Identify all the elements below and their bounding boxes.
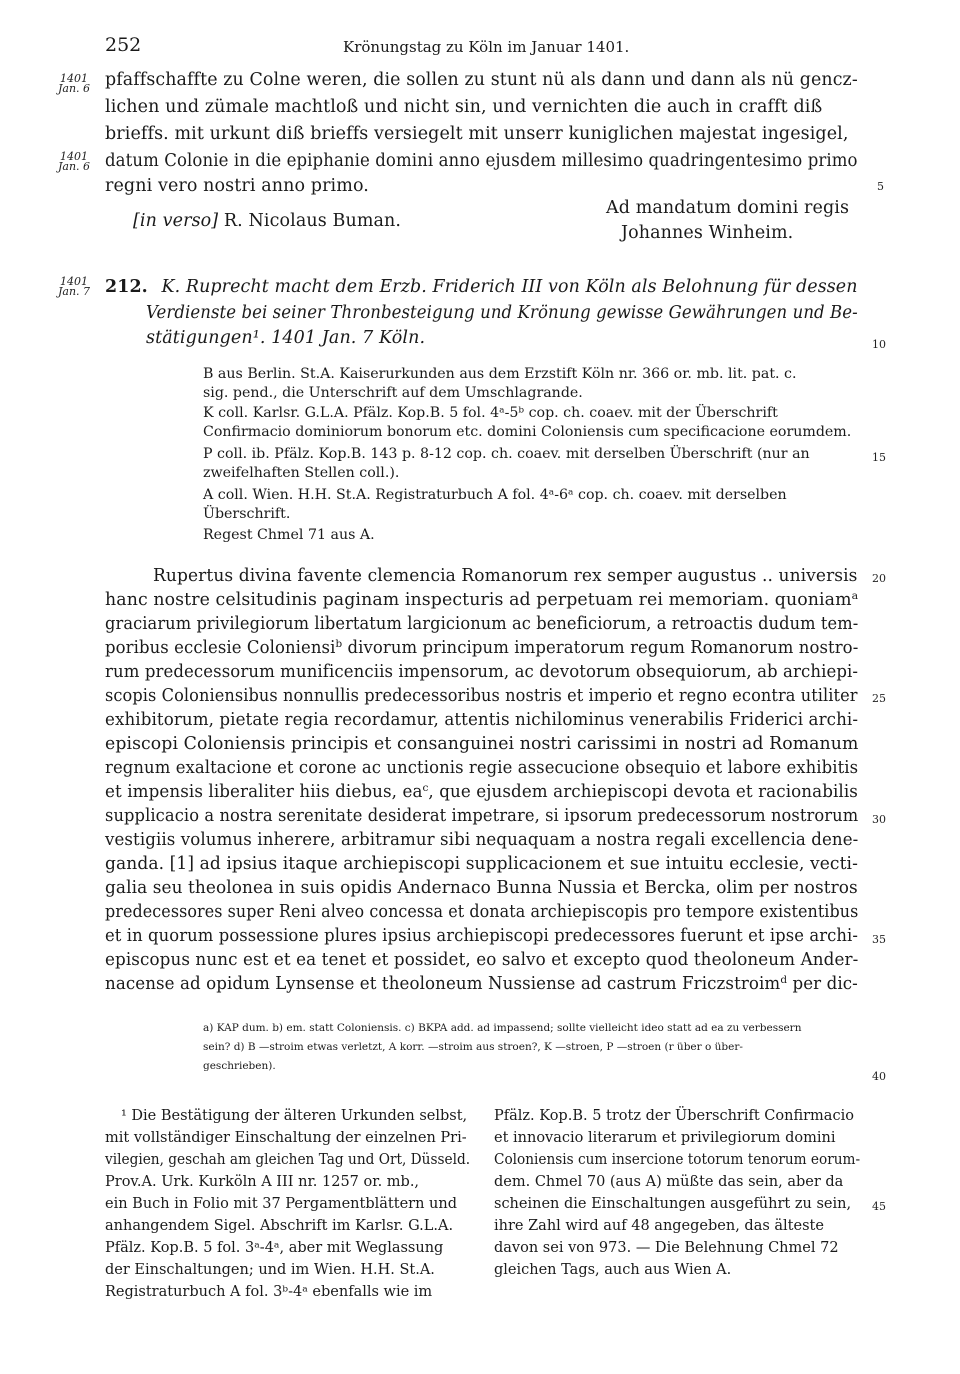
footnote-left-line: Pfälz. Kop.B. 5 fol. 3ᵃ-4ᵃ, aber mit Weglassung	[105, 1240, 444, 1256]
margin-date: 1401 Jan. 7	[58, 275, 91, 298]
source-line: sig. pend., die Unterschrift auf dem Umschlagrande.	[203, 385, 583, 401]
main-text-line: vestigiis volumus inherere, arbitramur sibi nequaquam a nostra regali excellencia dene-	[105, 829, 859, 850]
source-line: Confirmacio dominiorum bonorum etc. domini Coloniensis cum specificacione eorumdem.	[203, 424, 852, 440]
main-text-line: scopis Coloniensibus nonnullis predecessoribus nostris et imperio et regno econtra utiliter	[105, 685, 858, 706]
textual-note-line: geschrieben).	[203, 1060, 276, 1072]
main-text-line: exhibitorum, pietate regia recordamur, attentis nichilominus venerabilis Friderici archi-	[105, 709, 859, 730]
source-line: zweifelhaften Stellen coll.).	[203, 465, 400, 481]
footnote-right-line: Pfälz. Kop.B. 5 trotz der Überschrift Confirmacio	[494, 1108, 854, 1124]
main-text-line: poribus ecclesie Coloniensiᵇ divorum principum imperatorum regum Romanorum nostro-	[105, 637, 859, 658]
line-number: 45	[872, 1200, 886, 1213]
source-line: Überschrift.	[203, 506, 291, 522]
margin-date: 1401 Jan. 6	[58, 72, 91, 95]
verso-name: R. Nicolaus Buman.	[223, 211, 402, 231]
line-number: 10	[872, 338, 886, 351]
line-number: 5	[877, 180, 884, 193]
main-text-line: hanc nostre celsitudinis paginam inspecturis ad perpetuam rei memoriam. quoniamᵃ	[105, 589, 859, 610]
doc-heading-line: stätigungen¹. 1401 Jan. 7 Köln.	[146, 328, 426, 348]
footnote-left-line: ¹ Die Bestätigung der älteren Urkunden selbst,	[121, 1108, 468, 1124]
line-number: 15	[872, 451, 886, 464]
line-number: 25	[872, 692, 886, 705]
main-text-line: Rupertus divina favente clemencia Romanorum rex semper augustus .. universis	[153, 565, 858, 586]
main-text-line: graciarum privilegiorum libertatum largicionum ac beneficiorum, a retroactis dudum tem-	[105, 613, 859, 634]
doc-heading-line: Verdienste bei seiner Thronbesteigung und Krönung gewisse Gewährungen und Be-	[146, 303, 858, 323]
textual-note-line: sein? d) B —stroim etwas verletzt, A korr. —stroim aus stroen?, K —stroen, P —stroen (r über o über-	[203, 1041, 743, 1053]
prev-doc-line: datum Colonie in die epiphanie domini anno ejusdem millesimo quadringentesimo primo	[105, 151, 858, 171]
prev-doc-line: pfaffschaffte zu Colne weren, die sollen zu stunt nü als dann und dann als nü gencz-	[105, 70, 858, 90]
main-text-line: et impensis liberaliter hiis diebus, eaᶜ, que ejusdem archiepiscopi devota et racionabilis	[105, 781, 858, 802]
footnote-right-line: ihre Zahl wird auf 48 angegeben, das älteste	[494, 1218, 824, 1234]
doc-heading	[105, 277, 858, 297]
mandate-line: Ad mandatum domini regis	[606, 198, 850, 218]
footnote-left-line: der Einschaltungen; und im Wien. H.H. St.A.	[105, 1262, 435, 1278]
footnote-left-line: vilegien, geschah am gleichen Tag und Ort, Düsseld.	[105, 1152, 471, 1168]
footnote-right-line: et innovacio literarum et privilegiorum domini	[494, 1130, 836, 1146]
margin-date: 1401 Jan. 6	[58, 150, 91, 173]
main-text-line: galia seu theolonea in suis opidis Andernaco Bunna Nussia et Bercka, olim per nostros	[105, 877, 858, 898]
source-line: A coll. Wien. H.H. St.A. Registraturbuch A fol. 4ᵃ-6ᵃ cop. ch. coaev. mit derselben	[203, 487, 787, 503]
footnote-left-line: mit vollständiger Einschaltung der einzelnen Pri-	[105, 1130, 467, 1146]
main-text-line: et in quorum possessione plures ipsius archiepiscopi predecessores fuerunt et ipse archi-	[105, 925, 859, 946]
footnote-right-line: scheinen die Einschaltungen ausgeführt zu sein,	[494, 1196, 852, 1212]
main-text-line: nacense ad opidum Lynsense et theoloneum Nussiense ad castrum Friczstroimᵈ per dic-	[105, 973, 858, 994]
source-line: K coll. Karlsr. G.L.A. Pfälz. Kop.B. 5 fol. 4ᵃ-5ᵇ cop. ch. coaev. mit der Überschrift	[203, 405, 778, 421]
footnote-right-line: gleichen Tags, auch aus Wien A.	[494, 1262, 732, 1278]
prev-doc-line: lichen und zümale machtloß und nicht sin, und vernichten die auch in crafft diß	[105, 97, 823, 117]
source-line: Regest Chmel 71 aus A.	[203, 527, 375, 543]
textual-note-line: a) KAP dum. b) em. statt Coloniensis. c) BKPA add. ad impassend; sollte vielleicht ideo statt ad ea zu verbessern	[203, 1022, 802, 1034]
footnote-right-line: dem. Chmel 70 (aus A) müßte das sein, aber da	[494, 1174, 844, 1190]
verso-note	[133, 211, 401, 231]
line-number: 30	[872, 813, 886, 826]
footnote-right-line: davon sei von 973. — Die Belehnung Chmel 72	[494, 1240, 839, 1256]
footnote-left-line: Prov.A. Urk. Kurköln A III nr. 1257 or. mb.,	[105, 1174, 420, 1190]
line-number: 40	[872, 1070, 886, 1083]
prev-doc-line: brieffs. mit urkunt diß brieffs versiegelt mit unserr kuniglichen majestat ingesigel,	[105, 124, 849, 144]
footnote-left-line: anhangendem Sigel. Abschrift im Karlsr. G.L.A.	[105, 1218, 454, 1234]
footnote-right-line: Coloniensis cum insercione totorum tenorum eorum-	[494, 1152, 861, 1168]
source-line: P coll. ib. Pfälz. Kop.B. 143 p. 8-12 cop. ch. coaev. mit derselben Überschrift (nur an	[203, 446, 810, 462]
main-text-line: regnum exaltacione et corone ac unctionis regie assecucione obsequio et labore exhibitis	[105, 757, 859, 778]
source-line: B aus Berlin. St.A. Kaiserurkunden aus dem Erzstift Köln nr. 366 or. mb. lit. pat. c.	[203, 366, 797, 382]
main-text-line: rum predecessorum munificenciis impensorum, ac devotorum obsequiorum, ab archiepi-	[105, 661, 859, 682]
doc-heading-line: K. Ruprecht macht dem Erzb. Friderich III von Köln als Belohnung für dessen	[161, 277, 858, 297]
footnote-left-line: Registraturbuch A fol. 3ᵇ-4ᵃ ebenfalls wie im	[105, 1284, 433, 1300]
line-number: 20	[872, 572, 886, 585]
doc-number: 212.	[105, 277, 148, 297]
verso-label: [in verso]	[133, 211, 219, 231]
main-text-line: supplicacio a nostra serenitate desiderat impetrare, si ipsorum predecessorum nostrorum	[105, 805, 859, 826]
main-text-line: ganda. [1] ad ipsius itaque archiepiscopi supplicacionem et sue intuitu ecclesie, vecti-	[105, 853, 858, 874]
running-title: Krönungstag zu Köln im Januar 1401.	[343, 38, 630, 56]
line-number: 35	[872, 933, 886, 946]
mandate-signature: Johannes Winheim.	[621, 223, 794, 243]
main-text-line: episcopus nunc est et ea tenet et possidet, eo salvo et excepto quod theoloneum Ander-	[105, 949, 859, 970]
main-text-line: episcopi Coloniensis principis et consanguinei nostri carissimi in nostri ad Romanum	[105, 733, 859, 754]
main-text-line: predecessores super Reni alveo concessa et donata archiepiscopis pro tempore existentibus	[105, 901, 859, 922]
prev-doc-line: regni vero nostri anno primo.	[105, 176, 369, 196]
page-number: 252	[105, 34, 142, 56]
footnote-left-line: ein Buch in Folio mit 37 Pergamentblättern und	[105, 1196, 457, 1212]
